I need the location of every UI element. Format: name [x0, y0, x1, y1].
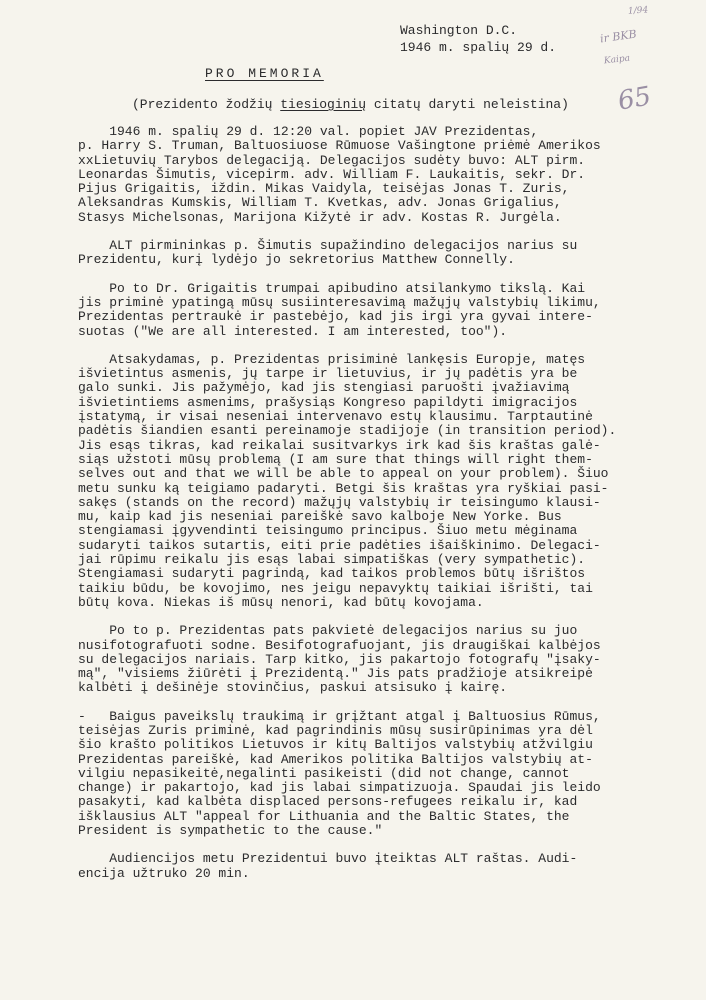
document-subtitle [132, 97, 569, 112]
text-line: Atsakydamas, p. Prezidentas prisiminė lankęsis Europje, matęs [78, 351, 586, 367]
pencil-note-marginal-2: Kaipa [603, 53, 631, 67]
document-title: PRO MEMORIA [205, 66, 324, 81]
text-line: Prezidentas pareiškė, kad Amerikos politika Baltijos valstybių at- [78, 751, 593, 767]
paragraph [78, 125, 676, 225]
text-line: selves out and that we will be able to appeal on your problem). Šiuo [78, 466, 609, 482]
text-line: sakęs (stands on the record) mažųjų valstybių ir teisingumo klausi- [78, 494, 601, 510]
paragraph [78, 624, 676, 695]
text-line: sudaryti taikos sutartis, eiti prie padėties išaiškinimo. Delegaci- [78, 537, 601, 553]
document-header [400, 22, 556, 56]
text-line: su delegacijos nariais. Tarp kitko, jis pakartojo fotografų "įsaky- [78, 651, 601, 667]
text-line: išvietintiems asmenims, prašysiąs Kongreso papildyti imigracijos [78, 394, 578, 410]
text-line: xxLietuvių Tarybos delegaciją. Delegacijos sudėty buvo: ALT pirm. [78, 152, 586, 168]
text-line: Aleksandras Kumskis, William T. Kvetkas, adv. Jonas Grigalius, [78, 195, 562, 211]
text-line: jis priminė ypatingą mūsų susiinteresavimą mažųjų valstybių likimu, [78, 294, 601, 310]
paragraph [78, 353, 676, 610]
pencil-note-marginal-1: ir BKB [599, 27, 638, 46]
pencil-page-number: 65 [615, 81, 654, 117]
text-line: Po to p. Prezidentas pats pakvietė delegacijos narius su juo [78, 623, 578, 639]
text-line: šio krašto politikos Lietuvos ir kitų Baltijos valstybių atžvilgiu [78, 737, 593, 753]
text-line: Stasys Michelsonas, Marijona Kižytė ir adv. Kostas R. Jurgėla. [78, 209, 562, 225]
subtitle-before: (Prezidento žodžių [132, 97, 281, 112]
pencil-note-top: 1/94 [627, 5, 649, 17]
text-line: suotas ("We are all interested. I am interested, too"). [78, 323, 508, 339]
text-line: encija užtruko 20 min. [78, 865, 250, 881]
text-line: Jis esąs tikras, kad reikalai susitvarkys irk kad šis kraštas galė- [78, 437, 601, 453]
paragraph [78, 852, 676, 881]
text-line: padėtis šiandien esanti pereinamoje stadijoje (in transition period). [78, 423, 617, 439]
subtitle-underlined: tiesioginių [280, 97, 367, 112]
text-line: 1946 m. spalių 29 d. 12:20 val. popiet JAV Prezidentas, [78, 124, 539, 139]
text-line: Pijus Grigaitis, iždin. Mikas Vaidyla, teisėjas Jonas T. Zuris, [78, 181, 570, 197]
text-line: Audiencijos metu Prezidentui buvo įteiktas ALT raštas. Audi- [78, 851, 578, 867]
text-line: Prezidentas pertraukė ir pastebėjo, kad jis irgi yra gyvai intere- [78, 309, 593, 325]
header-city: Washington D.C. [400, 23, 518, 38]
text-line: išklausius ALT "appeal for Lithuania and the Baltic States, the [78, 808, 570, 824]
text-line: išvietintus asmenis, jų tarpe ir lietuvius, ir jų padėtis yra be [78, 366, 578, 382]
text-line: ALT pirmininkas p. Šimutis supažindino delegacijos narius su [78, 238, 578, 254]
text-line: Stengiamasi sudaryti pagrindą, kad taikos problemos būtų išrištos [78, 566, 586, 582]
text-line: President is sympathetic to the cause." [78, 823, 383, 839]
paragraph [78, 239, 676, 268]
paragraph [78, 710, 676, 839]
text-line: jai rūpimu reikalu jis esąs labai simpatiškas (very sympathetic). [78, 552, 586, 568]
text-line: Leonardas Šimutis, vicepirm. adv. William F. Laukaitis, sekr. Dr. [78, 166, 586, 182]
text-line: taikiu būdu, be kovojimo, nes jeigu nepavyktų taikiai išrišti, tai [78, 580, 593, 596]
text-line: metu sunku ką teigiamo padaryti. Betgi šis kraštas yra ryškiai pasi- [78, 480, 609, 496]
text-line: kalbėti į dešinėje stovinčius, paskui atsisuko į kairę. [78, 680, 508, 696]
text-line: stengiamasi įgyvendinti teisingumo principus. Šiuo metu mėginama [78, 523, 578, 539]
text-line: Po to Dr. Grigaitis trumpai apibudino atsilankymo tikslą. Kai [78, 280, 586, 296]
text-line: siąs užstoti mūsų problemą (I am sure that things will right them- [78, 451, 593, 467]
text-line: galo sunki. Jis pažymėjo, kad jis stengiasi paruošti įvažiavimą [78, 380, 570, 396]
text-line: mą", "visiems žiūrėti į Prezidentą." Jis pats pradžioje atsikreipė [78, 666, 593, 682]
subtitle-after: citatų daryti neleistina) [366, 97, 569, 112]
text-line: nusifotografuoti sodne. Besifotografuojant, jis draugiškai kalbėjos [78, 637, 601, 653]
text-line: būtų kova. Niekas iš mūsų nenori, kad būtų kovojama. [78, 594, 484, 610]
text-line: įstatymą, ir visai neseniai intervenavo estų klausimu. Tarptautinė [78, 409, 593, 425]
document-body [78, 125, 676, 895]
text-line: mu, kaip kad jis neseniai pareiškė savo kalboje New Yorke. Bus [78, 509, 562, 525]
paragraph [78, 282, 676, 339]
text-line: vilgiu nepasikeitė,negalinti pasikeisti (did not change, cannot [78, 765, 570, 781]
text-line: change) ir pakartojo, kad jis labai simpatizuoja. Spaudai jis leido [78, 780, 601, 796]
header-date: 1946 m. spalių 29 d. [400, 40, 557, 55]
text-line: pasakyti, kad kalbėta displaced persons-refugees reikalu ir, kad [78, 794, 578, 810]
text-line: Prezidentu, kurį lydėjo jo sekretorius Matthew Connelly. [78, 252, 515, 268]
text-line: p. Harry S. Truman, Baltuosiuose Rūmuose Vašingtone priėmė Amerikos [78, 138, 601, 154]
text-line: - Baigus paveikslų traukimą ir grįžtant atgal į Baltuosius Rūmus, [78, 708, 601, 724]
text-line: teisėjas Zuris priminė, kad pagrindinis mūsų susirūpinimas yra dėl [78, 722, 593, 738]
